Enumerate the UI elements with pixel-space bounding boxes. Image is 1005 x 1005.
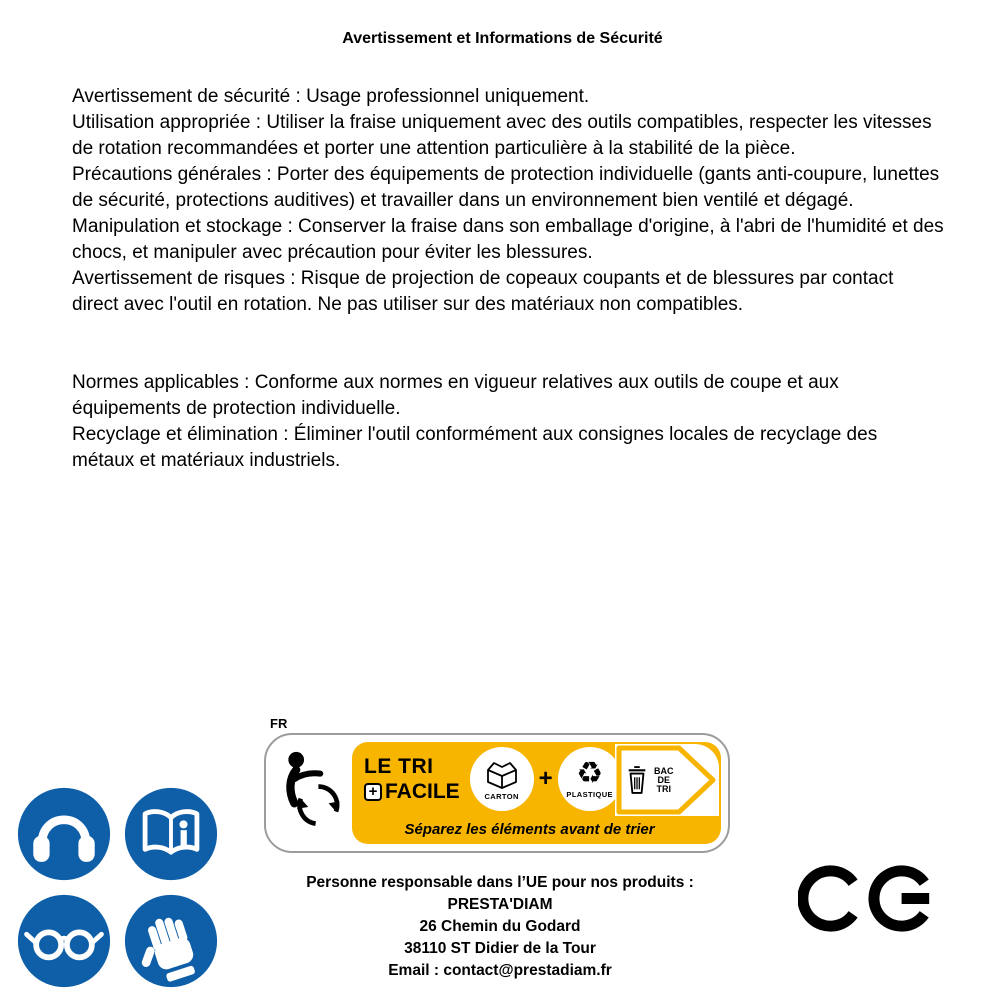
body-text [72, 84, 944, 474]
read-manual-icon [123, 786, 219, 882]
material-carton [470, 747, 534, 811]
info-tri-box [264, 733, 730, 853]
yellow-band [352, 742, 721, 844]
page-title: Avertissement et Informations de Sécurité [342, 30, 663, 47]
ce-mark-icon [798, 850, 943, 947]
le-tri-facile-logo [364, 756, 460, 802]
trash-bin-icon [625, 764, 649, 796]
carton-box-icon [482, 757, 522, 791]
eye-protection-icon [16, 893, 112, 989]
triman-icon [274, 745, 348, 843]
hand-protection-icon [123, 893, 219, 989]
le-tri-text: LE TRI [364, 755, 434, 778]
safety-warning-block [72, 84, 944, 318]
facile-text: FACILE [385, 780, 460, 803]
paragraph: Normes applicables : Conforme aux normes en vigueur relatives aux outils de coupe et aux équipements de protection individuelle. [72, 372, 839, 419]
recycling-sorting-label [264, 716, 730, 853]
sorting-tagline: Séparez les éléments avant de trier [404, 821, 655, 838]
bac-de-tri-chevron [615, 744, 719, 816]
plus-box-icon: + [364, 783, 382, 801]
address-street: 26 Chemin du Godard [419, 918, 581, 935]
company-name: PRESTA'DIAM [447, 896, 553, 913]
plus-separator: + [538, 765, 553, 792]
eu-responsible-block [250, 872, 750, 982]
ear-protection-icon [16, 786, 112, 882]
paragraph: Utilisation appropriée : Utiliser la fraise uniquement avec des outils compatibles, respecter les vitesses de rotation recommandées et porter une attention particulière à la stabilité de la pièce. [72, 112, 932, 159]
mandatory-pictograms [16, 786, 219, 989]
paragraph: Avertissement de risques : Risque de projection de copeaux coupants et de blessures par contact direct avec l'outil en rotation. Ne pas utiliser sur des matériaux non compatibles. [72, 268, 894, 315]
plastique-recycle-icon: ♻ [576, 757, 604, 790]
carton-label: CARTON [484, 792, 519, 801]
country-code-label: FR [270, 716, 288, 731]
plastique-label: PLASTIQUE [566, 790, 613, 799]
paragraph: Avertissement de sécurité : Usage professionnel uniquement. [72, 86, 590, 107]
compliance-block [72, 370, 944, 474]
paragraph: Précautions générales : Porter des équipements de protection individuelle (gants anti-coupure, lunettes de sécurité, protections auditives) et travailler dans un environnement bien ventilé et dégagé. [72, 164, 940, 211]
responsible-line: Personne responsable dans l’UE pour nos produits : [306, 874, 694, 891]
paragraph: Recyclage et élimination : Éliminer l'outil conformément aux consignes locales de recyclage des métaux et matériaux industriels. [72, 424, 878, 471]
contact-email: Email : contact@prestadiam.fr [388, 962, 612, 979]
address-city: 38110 ST Didier de la Tour [404, 940, 596, 957]
bac-de-tri-text: BAC DE TRI [654, 765, 674, 794]
material-plastique [558, 747, 622, 811]
paragraph: Manipulation et stockage : Conserver la fraise dans son emballage d'origine, à l'abri de l'humidité et des chocs, et manipuler avec précaution pour éviter les blessures. [72, 216, 944, 263]
